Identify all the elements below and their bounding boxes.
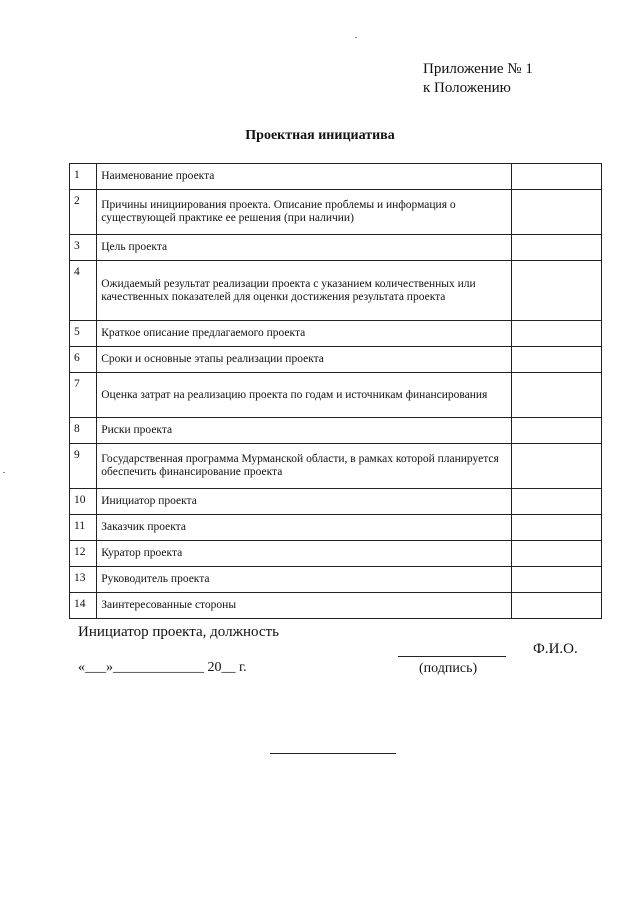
row-number: 8 bbox=[70, 418, 97, 444]
table-row bbox=[70, 489, 602, 515]
row-label: Оценка затрат на реализацию проекта по годам и источникам финансирования bbox=[97, 373, 512, 418]
row-value-cell[interactable] bbox=[512, 261, 602, 321]
row-label: Риски проекта bbox=[97, 418, 512, 444]
date-line: «___»_____________ 20__ г. bbox=[78, 660, 247, 675]
table-row bbox=[70, 418, 602, 444]
row-value-cell[interactable] bbox=[512, 567, 602, 593]
fio-label: Ф.И.О. bbox=[533, 641, 578, 657]
row-label: Руководитель проекта bbox=[97, 567, 512, 593]
table-row bbox=[70, 321, 602, 347]
row-value-cell[interactable] bbox=[512, 190, 602, 235]
signature-line bbox=[398, 656, 506, 657]
row-number: 3 bbox=[70, 235, 97, 261]
row-number: 2 bbox=[70, 190, 97, 235]
row-value-cell[interactable] bbox=[512, 164, 602, 190]
row-value-cell[interactable] bbox=[512, 321, 602, 347]
row-value-cell[interactable] bbox=[512, 235, 602, 261]
table-row bbox=[70, 373, 602, 418]
project-initiative-table bbox=[69, 163, 602, 619]
row-number: 6 bbox=[70, 347, 97, 373]
table-row bbox=[70, 261, 602, 321]
table-row bbox=[70, 444, 602, 489]
table-row bbox=[70, 235, 602, 261]
row-number: 10 bbox=[70, 489, 97, 515]
table-row bbox=[70, 515, 602, 541]
row-number: 13 bbox=[70, 567, 97, 593]
table-row bbox=[70, 347, 602, 373]
row-value-cell[interactable] bbox=[512, 373, 602, 418]
row-value-cell[interactable] bbox=[512, 541, 602, 567]
row-value-cell[interactable] bbox=[512, 347, 602, 373]
row-label: Цель проекта bbox=[97, 235, 512, 261]
appendix-reference: к Положению bbox=[423, 80, 511, 96]
scan-speck bbox=[355, 37, 357, 38]
table-row bbox=[70, 567, 602, 593]
table-row bbox=[70, 541, 602, 567]
row-value-cell[interactable] bbox=[512, 489, 602, 515]
row-number: 11 bbox=[70, 515, 97, 541]
row-value-cell[interactable] bbox=[512, 444, 602, 489]
row-label: Сроки и основные этапы реализации проекта bbox=[97, 347, 512, 373]
row-label: Краткое описание предлагаемого проекта bbox=[97, 321, 512, 347]
row-label: Ожидаемый результат реализации проекта с указанием количественных или качественных показателей для оценки достижения результата проекта bbox=[97, 261, 512, 321]
row-label: Заказчик проекта bbox=[97, 515, 512, 541]
row-number: 7 bbox=[70, 373, 97, 418]
row-value-cell[interactable] bbox=[512, 593, 602, 619]
row-label: Причины инициирования проекта. Описание проблемы и информация о существующей практике ее решения (при наличии) bbox=[97, 190, 512, 235]
row-label: Государственная программа Мурманской области, в рамках которой планируется обеспечить финансирование проекта bbox=[97, 444, 512, 489]
row-number: 14 bbox=[70, 593, 97, 619]
row-label: Инициатор проекта bbox=[97, 489, 512, 515]
row-number: 4 bbox=[70, 261, 97, 321]
document-title: Проектная инициатива bbox=[245, 128, 395, 143]
row-number: 1 bbox=[70, 164, 97, 190]
scan-speck bbox=[3, 472, 5, 473]
row-label: Наименование проекта bbox=[97, 164, 512, 190]
appendix-number: Приложение № 1 bbox=[423, 61, 533, 77]
table-row bbox=[70, 190, 602, 235]
initiator-position-label: Инициатор проекта, должность bbox=[78, 624, 279, 640]
row-label: Куратор проекта bbox=[97, 541, 512, 567]
row-number: 12 bbox=[70, 541, 97, 567]
row-number: 9 bbox=[70, 444, 97, 489]
table-row bbox=[70, 164, 602, 190]
row-value-cell[interactable] bbox=[512, 515, 602, 541]
table-row bbox=[70, 593, 602, 619]
appendix-header bbox=[423, 60, 533, 98]
closing-rule bbox=[270, 753, 396, 754]
row-value-cell[interactable] bbox=[512, 418, 602, 444]
row-number: 5 bbox=[70, 321, 97, 347]
row-label: Заинтересованные стороны bbox=[97, 593, 512, 619]
signature-caption: (подпись) bbox=[419, 661, 478, 676]
